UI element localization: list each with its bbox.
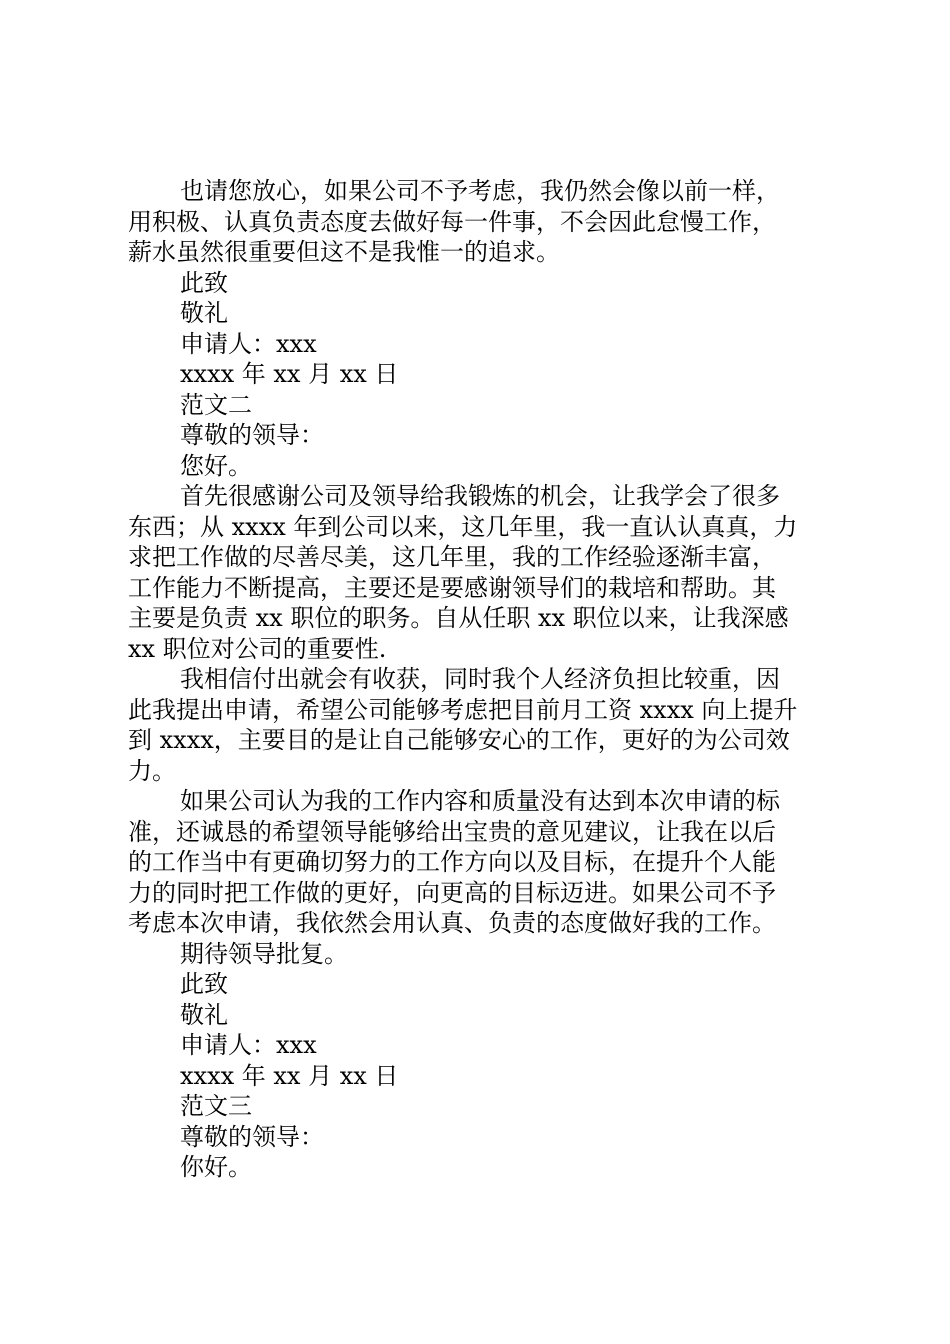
document-body bbox=[128, 176, 832, 1183]
document-line: 尊敬的领导： bbox=[180, 421, 324, 449]
document-line: xxxx 年 xx 月 xx 日 bbox=[180, 360, 399, 388]
document-line: 用积极、认真负责态度去做好每一件事，不会因此怠慢工作， bbox=[128, 207, 776, 236]
document-line: 此我提出申请，希望公司能够考虑把目前月工资 xxxx 向上提升 bbox=[128, 695, 798, 724]
document-line: 准，还诚恳的希望领导能够给出宝贵的意见建议，让我在以后 bbox=[128, 817, 776, 846]
document-line: 此致 bbox=[180, 268, 228, 297]
document-line: 工作能力不断提高，主要还是要感谢领导们的栽培和帮助。其 bbox=[128, 573, 776, 602]
document-line: xx 职位对公司的重要性. bbox=[128, 634, 387, 663]
document-page bbox=[128, 176, 832, 1183]
document-line: 求把工作做的尽善尽美，这几年里，我的工作经验逐渐丰富， bbox=[128, 543, 776, 571]
document-line: 你好。 bbox=[180, 1153, 252, 1181]
document-line: 首先很感谢公司及领导给我锻炼的机会，让我学会了很多 bbox=[180, 482, 780, 510]
document-line: 考虑本次申请，我依然会用认真、负责的态度做好我的工作。 bbox=[128, 909, 776, 937]
document-line: 敬礼 bbox=[180, 1000, 228, 1029]
document-line: 敬礼 bbox=[180, 299, 228, 327]
document-line: 申请人：xxx bbox=[180, 329, 317, 358]
document-line: 范文二 bbox=[180, 390, 252, 419]
document-line: 的工作当中有更确切努力的工作方向以及目标，在提升个人能 bbox=[128, 848, 776, 876]
document-line: 力的同时把工作做的更好，向更高的目标迈进。如果公司不予 bbox=[128, 878, 776, 907]
document-line: 申请人：xxx bbox=[180, 1031, 317, 1059]
document-line: 薪水虽然很重要但这不是我惟一的追求。 bbox=[128, 238, 560, 266]
document-line: 此致 bbox=[180, 970, 228, 998]
document-line: 主要是负责 xx 职位的职务。自从任职 xx 职位以来，让我深感 bbox=[128, 604, 789, 632]
document-line: 力。 bbox=[128, 756, 176, 785]
document-line: 期待领导批复。 bbox=[180, 939, 348, 968]
document-line: 我相信付出就会有收获，同时我个人经济负担比较重，因 bbox=[180, 665, 780, 693]
document-line: 范文三 bbox=[180, 1092, 252, 1120]
document-line: 到 xxxx，主要目的是让自己能够安心的工作，更好的为公司效 bbox=[128, 726, 790, 754]
document-line: 尊敬的领导： bbox=[180, 1122, 324, 1151]
document-line: 东西；从 xxxx 年到公司以来，这几年里，我一直认认真真，力 bbox=[128, 512, 798, 541]
document-line: xxxx 年 xx 月 xx 日 bbox=[180, 1061, 399, 1090]
document-line: 也请您放心，如果公司不予考虑，我仍然会像以前一样， bbox=[180, 177, 780, 205]
document-line: 您好。 bbox=[180, 451, 252, 480]
document-line: 如果公司认为我的工作内容和质量没有达到本次申请的标 bbox=[180, 787, 780, 815]
